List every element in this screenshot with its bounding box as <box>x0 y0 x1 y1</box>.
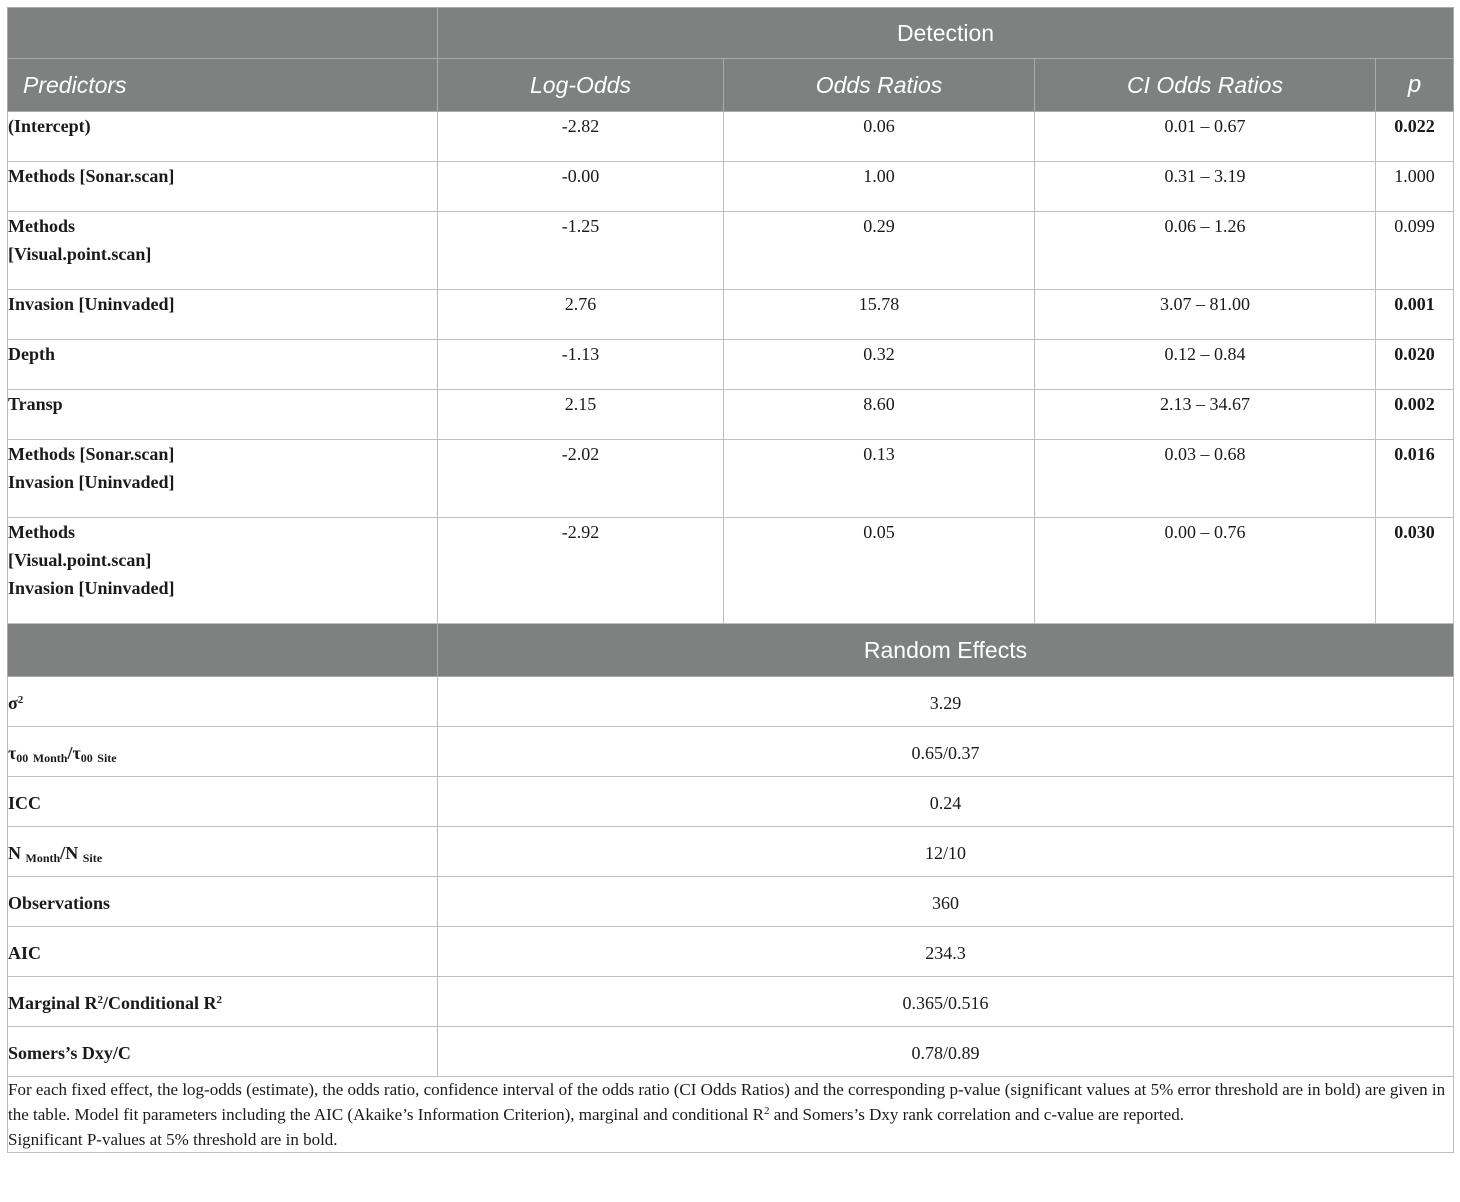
tau-value: 0.65/0.37 <box>438 727 1454 777</box>
predictor-line: Invasion [Uninvaded] <box>8 472 175 492</box>
table-row <box>8 390 1454 440</box>
random-effect-row <box>8 777 1454 827</box>
predictor-cell <box>8 212 438 290</box>
predictor-line: Invasion [Uninvaded] <box>8 578 175 598</box>
odds-ratio-cell: 1.00 <box>724 162 1035 212</box>
log-odds-cell: -1.13 <box>438 340 724 390</box>
observations-label: Observations <box>8 877 438 927</box>
ci-cell: 0.12 – 0.84 <box>1035 340 1376 390</box>
p-value-cell: 0.030 <box>1376 518 1454 624</box>
random-effect-row <box>8 977 1454 1027</box>
table-row <box>8 112 1454 162</box>
log-odds-cell: -2.82 <box>438 112 724 162</box>
predictor-line: [Visual.point.scan] <box>8 244 152 264</box>
header-empty-cell <box>8 8 438 59</box>
sigma-label: $\sigma^2$ <box>8 677 438 727</box>
predictor-line: Methods <box>8 522 75 542</box>
predictor-line: Methods [Sonar.scan] <box>8 444 175 464</box>
predictor-cell: (Intercept) <box>8 112 438 162</box>
predictor-cell: Transp <box>8 390 438 440</box>
footnote-line: Significant P-values at 5% threshold are in bold. <box>8 1130 338 1149</box>
predictor-cell: Methods [Sonar.scan] <box>8 162 438 212</box>
p-value-cell: 0.002 <box>1376 390 1454 440</box>
observations-value: 360 <box>438 877 1454 927</box>
table-row <box>8 162 1454 212</box>
col-header-log-odds: Log-Odds <box>438 59 724 112</box>
predictor-cell <box>8 440 438 518</box>
random-effects-title: Random Effects <box>438 624 1454 677</box>
log-odds-cell: -2.02 <box>438 440 724 518</box>
p-value-cell: 0.022 <box>1376 112 1454 162</box>
random-effect-row <box>8 677 1454 727</box>
random-effect-row <box>8 877 1454 927</box>
column-header-row <box>8 59 1454 112</box>
ci-cell: 0.03 – 0.68 <box>1035 440 1376 518</box>
random-effect-row <box>8 827 1454 877</box>
group-header-row <box>8 8 1454 59</box>
random-effects-header-row <box>8 624 1454 677</box>
log-odds-cell: -0.00 <box>438 162 724 212</box>
odds-ratio-cell: 8.60 <box>724 390 1035 440</box>
col-header-odds-ratios: Odds Ratios <box>724 59 1035 112</box>
icc-value: 0.24 <box>438 777 1454 827</box>
ci-cell: 0.06 – 1.26 <box>1035 212 1376 290</box>
col-header-p: p <box>1376 59 1454 112</box>
random-effect-row <box>8 927 1454 977</box>
table-row <box>8 290 1454 340</box>
log-odds-cell: -2.92 <box>438 518 724 624</box>
predictor-cell: Depth <box>8 340 438 390</box>
p-value-cell: 1.000 <box>1376 162 1454 212</box>
odds-ratio-cell: 0.32 <box>724 340 1035 390</box>
table-row <box>8 518 1454 624</box>
p-value-cell: 0.099 <box>1376 212 1454 290</box>
odds-ratio-cell: 0.05 <box>724 518 1035 624</box>
aic-value: 234.3 <box>438 927 1454 977</box>
n-label: N $_{Month}$/N $_{Site}$ <box>8 827 438 877</box>
r2-value: 0.365/0.516 <box>438 977 1454 1027</box>
ci-cell: 0.01 – 0.67 <box>1035 112 1376 162</box>
ci-cell: 0.31 – 3.19 <box>1035 162 1376 212</box>
table-row <box>8 212 1454 290</box>
p-value-cell: 0.020 <box>1376 340 1454 390</box>
ci-cell: 0.00 – 0.76 <box>1035 518 1376 624</box>
random-effect-row <box>8 1027 1454 1077</box>
log-odds-cell: 2.76 <box>438 290 724 340</box>
col-header-ci: CI Odds Ratios <box>1035 59 1376 112</box>
predictor-cell: Invasion [Uninvaded] <box>8 290 438 340</box>
r2-label: Marginal $R^2$/Conditional $R^2$ <box>8 977 438 1027</box>
n-value: 12/10 <box>438 827 1454 877</box>
regression-table <box>7 7 1454 1153</box>
sigma-value: 3.29 <box>438 677 1454 727</box>
footnote-row <box>8 1077 1454 1153</box>
ci-cell: 3.07 – 81.00 <box>1035 290 1376 340</box>
predictor-line: [Visual.point.scan] <box>8 550 152 570</box>
icc-label: ICC <box>8 777 438 827</box>
table-footnote <box>8 1077 1454 1153</box>
somers-label: Somers’s Dxy/C <box>8 1027 438 1077</box>
header-empty-cell <box>8 624 438 677</box>
log-odds-cell: -1.25 <box>438 212 724 290</box>
table-row <box>8 340 1454 390</box>
odds-ratio-cell: 0.29 <box>724 212 1035 290</box>
log-odds-cell: 2.15 <box>438 390 724 440</box>
somers-value: 0.78/0.89 <box>438 1027 1454 1077</box>
col-header-predictors: Predictors <box>8 59 438 112</box>
footnote-paragraph: For each fixed effect, the log-odds (estimate), the odds ratio, confidence interval of the odds ratio (CI Odds Ratios) and the corresponding p-value (significant values at 5% error threshold are in bold) are given in the table. Model fit parameters including the AIC (Akaike’s Information Criterion), marginal and conditional $R^2$ and Somers’s Dxy rank correlation and c-value are reported. <box>8 1080 1446 1124</box>
ci-cell: 2.13 – 34.67 <box>1035 390 1376 440</box>
odds-ratio-cell: 0.13 <box>724 440 1035 518</box>
random-effect-row <box>8 727 1454 777</box>
table-row <box>8 440 1454 518</box>
p-value-cell: 0.016 <box>1376 440 1454 518</box>
predictor-line: Methods <box>8 216 75 236</box>
odds-ratio-cell: 15.78 <box>724 290 1035 340</box>
odds-ratio-cell: 0.06 <box>724 112 1035 162</box>
tau-label: $\tau_{00}$ $_{Month}/\tau_{00}$ $_{Site}$ <box>8 727 438 777</box>
predictor-cell <box>8 518 438 624</box>
p-value-cell: 0.001 <box>1376 290 1454 340</box>
group-title: Detection <box>438 8 1454 59</box>
aic-label: AIC <box>8 927 438 977</box>
